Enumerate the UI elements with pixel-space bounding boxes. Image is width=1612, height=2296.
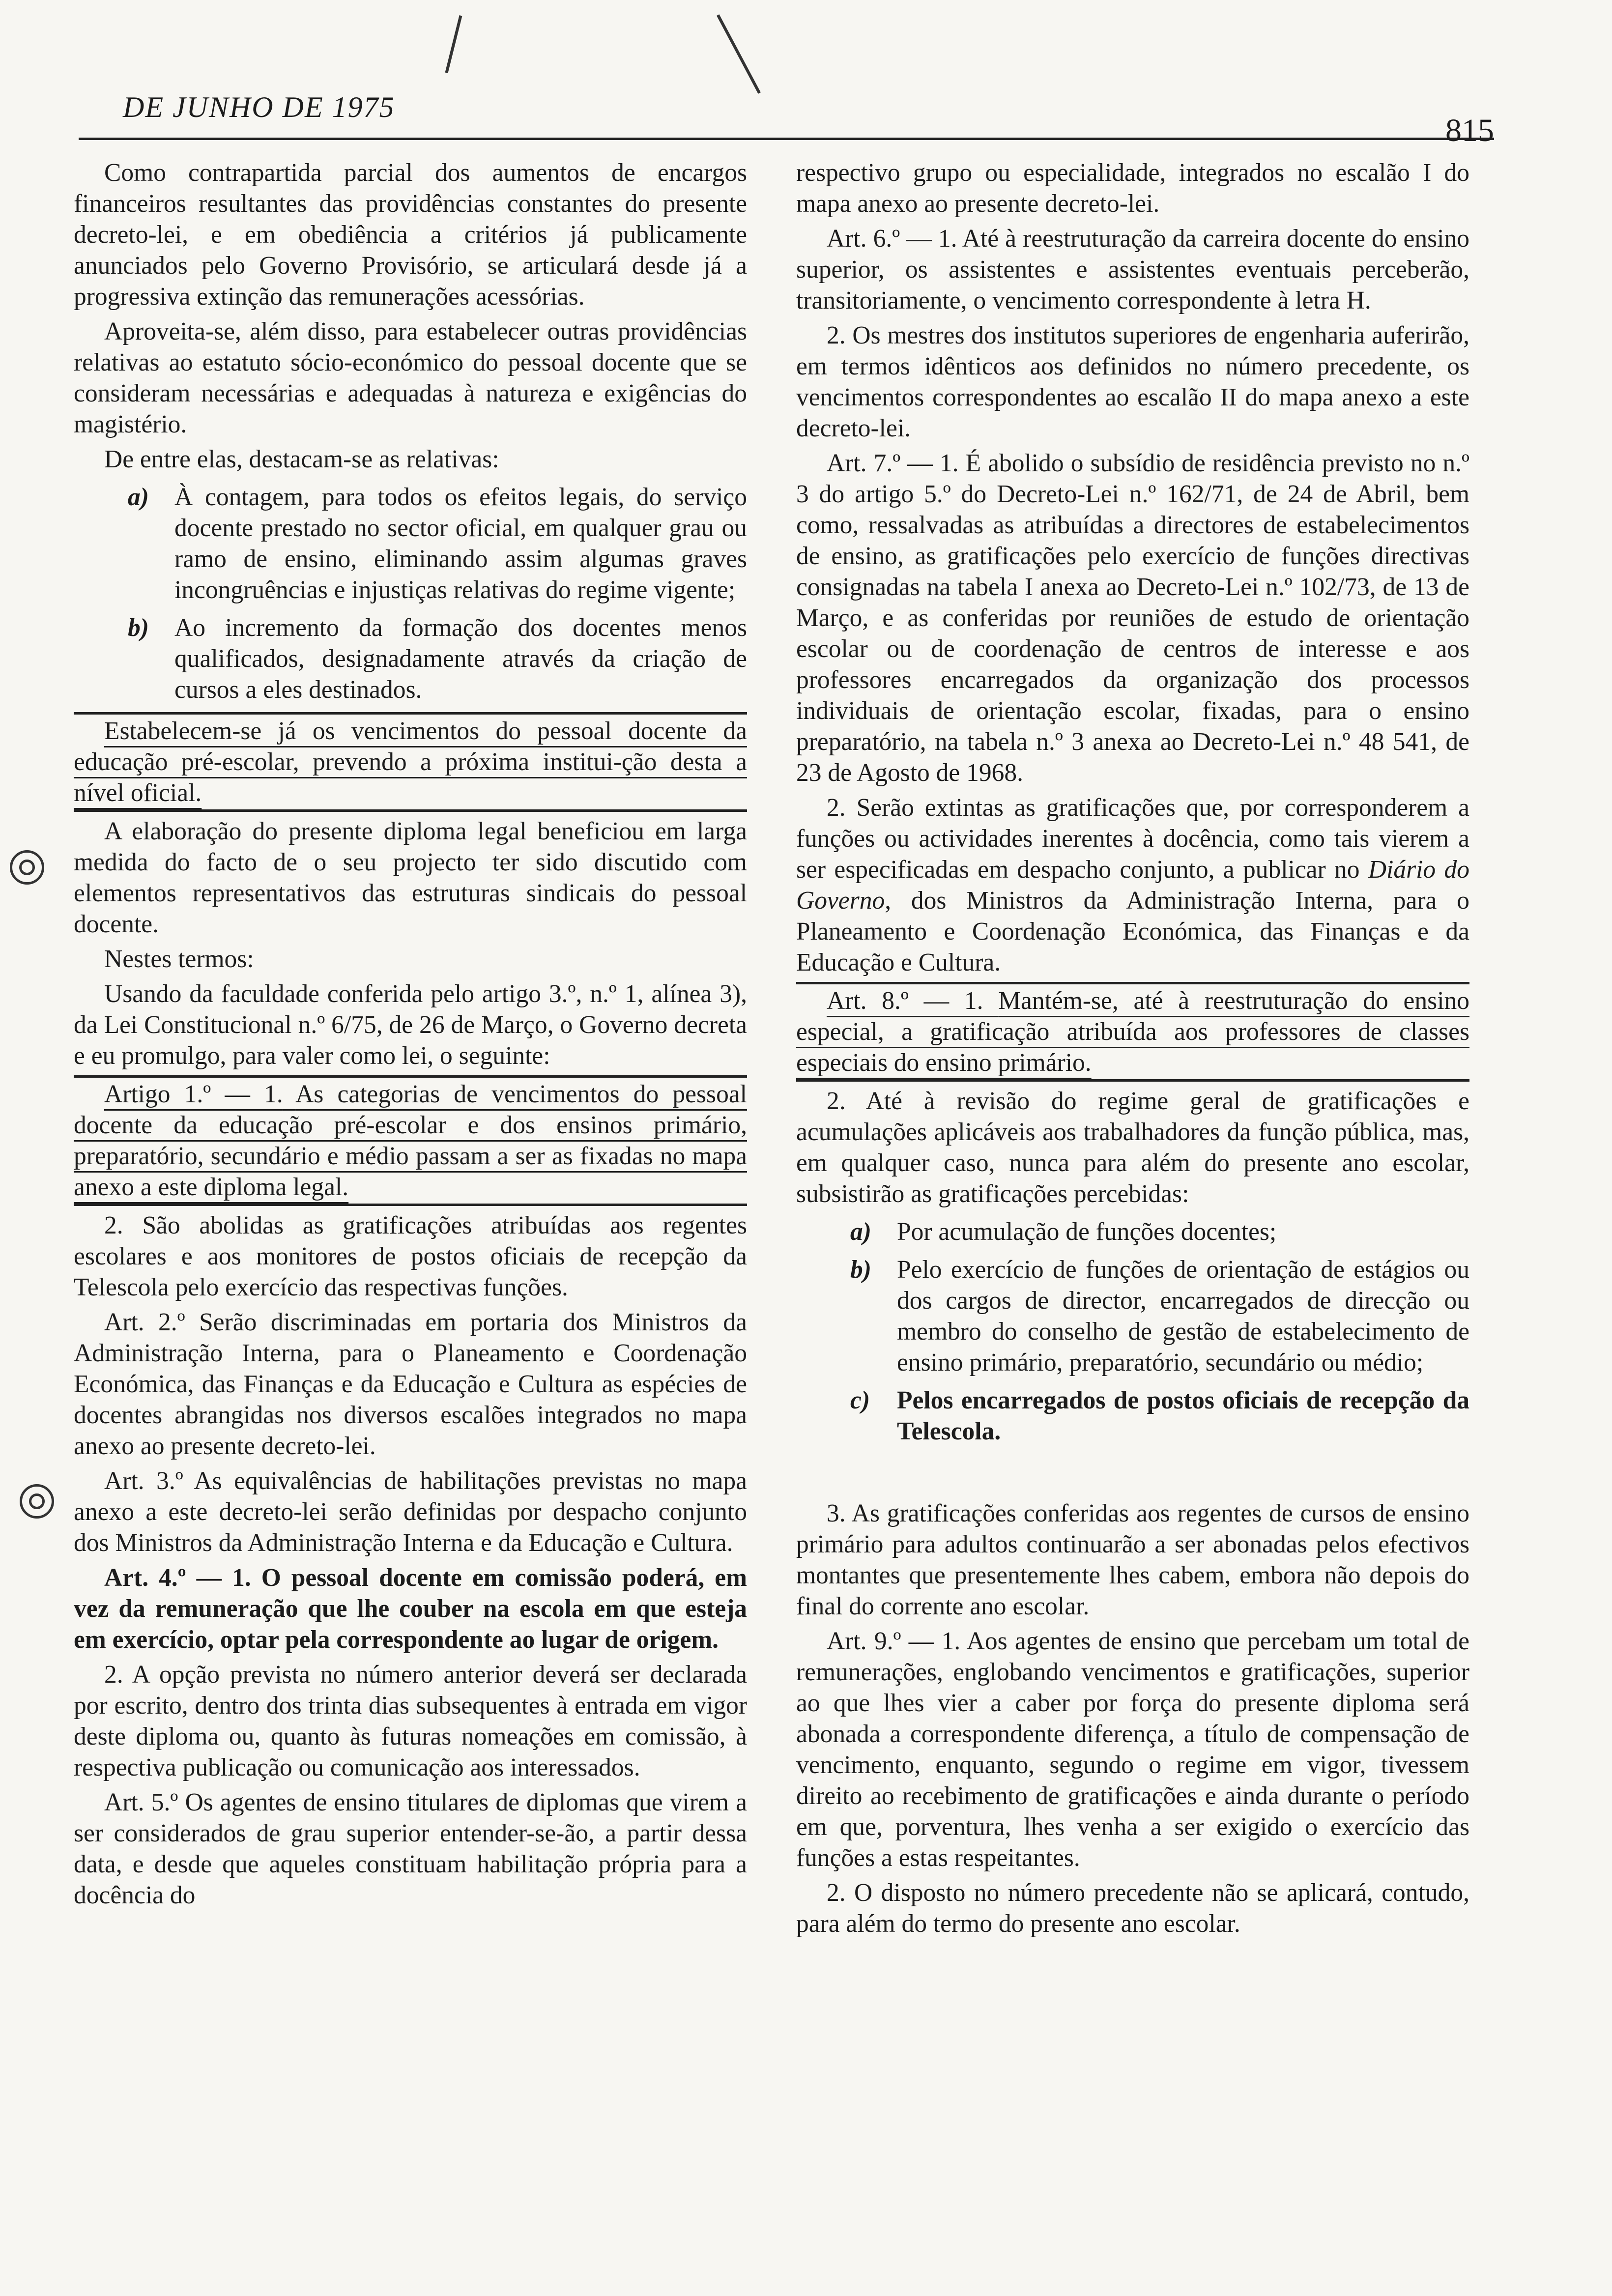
scan-mark [445, 15, 462, 73]
list-item [128, 612, 747, 705]
article-label: Art. 9.º — 1. [827, 1627, 961, 1655]
article-5 [74, 1787, 747, 1911]
right-column [796, 157, 1469, 1943]
article-8 [796, 982, 1469, 1082]
list-item [850, 1385, 1469, 1447]
article-label: Art. 6.º — 1. [827, 225, 957, 253]
header-date: DE JUNHO DE 1975 [123, 91, 395, 123]
article-text: É abolido o subsídio de residência previsto no n.º 3 do artigo 5.º do Decreto-Lei n.º 162/71, de 24 de Abril, bem como, ressalvadas as atribuídas a directores de estabelecimentos de ensino, as gratificações pelo exercício de funções directivas consignadas na tabela I anexa ao Decreto-Lei n.º 102/73, de 13 de Março, e as conferidas por reuniões de estudo de orientação escolar ou de coordenação de centros de interesse e aos professores encarregados da organização dos processos individuais de orientação escolar, fixadas, para o ensino preparatório, na tabela n.º 3 anexa ao Decreto-Lei n.º 48 541, de 23 de Agosto de 1968. [796, 449, 1470, 787]
article-label: Art. 3.º [104, 1467, 183, 1495]
list-label: a) [850, 1218, 871, 1246]
article-label: Art. 5.º [104, 1788, 178, 1816]
article-label: Art. 2.º [104, 1308, 185, 1336]
paragraph: 2. Os mestres dos institutos superiores de engenharia auferirão, em termos idênticos aos definidos no número precedente, os vencimentos correspondentes ao escalão II do mapa anexo a este decreto-lei. [796, 321, 1469, 442]
article-text: Aos agentes de ensino que percebam um total de remunerações, englobando vencimentos e gratificações, superior ao que lhes vier a caber por força do presente diploma será abonada a correspondente diferença, a título de compensação de vencimento, enquanto, segundo o regime em vigor, tivessem direito ao recebimento de gratificações e ainda durante o período em que, porventura, lhes venha a ser exigido o exercício das funções a estas respeitantes. [796, 1627, 1469, 1872]
paragraph: 2. O disposto no número precedente não se aplicará, contudo, para além do termo do presente ano escolar. [796, 1879, 1469, 1938]
paragraph: 2. Até à revisão do regime geral de gratificações e acumulações aplicáveis aos trabalhadores da função pública, mas, em qualquer caso, nunca para além do presente ano escolar, subsistirão as gratificações percebidas: [796, 1087, 1469, 1208]
article-text: Mantém-se, até à reestruturação do ensino especial, a gratificação atribuída aos professores de classes especiais do ensino primário. [796, 987, 1469, 1077]
list-label: c) [850, 1386, 870, 1414]
paragraph: De entre elas, destacam-se as relativas: [104, 445, 499, 473]
list-text: Ao incremento da formação dos docentes menos qualificados, designadamente através da criação de cursos a eles destinados. [174, 614, 747, 704]
paragraph: Usando da faculdade conferida pelo artigo 3.º, n.º 1, alínea 3), da Lei Constitucional n.º 6/75, de 26 de Março, o Governo decreta e eu promulgo, para valer como lei, o seguinte: [74, 980, 747, 1070]
article-label: Artigo 1.º — 1. [104, 1080, 283, 1108]
article-text: Os agentes de ensino titulares de diplomas que virem a ser considerados de grau superior entender-se-ão, a partir dessa data, e desde que aqueles constituam habilitação própria para a docência do [74, 1788, 748, 1909]
article-text: As equivalências de habilitações previstas no mapa anexo a este decreto-lei serão definidas por despacho conjunto dos Ministros da Administração Interna e da Educação e Cultura. [74, 1467, 747, 1557]
article-label: Art. 7.º — 1. [827, 449, 959, 477]
paragraph: A elaboração do presente diploma legal beneficiou em larga medida do facto de o seu projecto ter sido discutido com elementos representativos das estruturas sindicais do pessoal docente. [74, 817, 747, 938]
list-item [850, 1216, 1469, 1247]
article-label: Art. 8.º — 1. [827, 987, 983, 1015]
article-9 [796, 1626, 1469, 1873]
list-label: b) [128, 614, 149, 642]
paragraph: 3. As gratificações conferidas aos regentes de cursos de ensino primário para adultos continuarão a ser abonadas pelos efectivos montantes que presentemente lhes cabem, embora não depois do final do corrente ano escolar. [796, 1499, 1469, 1620]
article-text: Serão discriminadas em portaria dos Ministros da Administração Interna, para o Planeamento e Coordenação Económica, das Finanças e da Educação e Cultura as espécies de docentes abrangidas nos diversos escalões integrados no mapa anexo ao presente decreto-lei. [74, 1308, 747, 1460]
paragraph: 2. São abolidas as gratificações atribuídas aos regentes escolares e aos monitores de postos oficiais de recepção da Telescola pelo exercício das respectivas funções. [74, 1211, 747, 1301]
left-column [74, 157, 747, 1915]
list-text: Por acumulação de funções docentes; [897, 1218, 1277, 1246]
journal-title: Diário do Governo [796, 856, 1469, 915]
list-label: a) [128, 483, 149, 511]
paragraph: 2. A opção prevista no número anterior deverá ser declarada por escrito, dentro dos trinta dias subsequentes à entrada em vigor deste diploma ou, quanto às futuras nomeações em comissão, à respectiva publicação ou comunicação aos interessados. [74, 1661, 747, 1781]
article-text: As categorias de vencimentos do pessoal docente da educação pré-escolar e dos ensinos primário, preparatório, secundário e médio passam a ser as fixadas no mapa anexo a este diploma legal. [74, 1080, 747, 1201]
article-4 [74, 1562, 747, 1655]
paragraph: Nestes termos: [104, 945, 254, 973]
highlighted-paragraph: Estabelecem-se já os vencimentos do pessoal docente da educação pré-escolar, prevendo a próxima institui-ção desta a nível oficial. [74, 712, 747, 812]
page-number: 815 [1445, 113, 1494, 148]
list-text: Pelo exercício de funções de orientação de estágios ou dos cargos de director, encarregados de direcção ou membro do conselho de gestão de estabelecimento de ensino primário, preparatório, secundário ou médio; [897, 1256, 1469, 1377]
article-text: Até à reestruturação da carreira docente do ensino superior, os assistentes e assistentes eventuais perceberão, transitoriamente, o vencimento correspondente à letra H. [796, 225, 1469, 315]
article-2 [74, 1307, 747, 1462]
article-text: O pessoal docente em comissão poderá, em vez da remuneração que lhe couber na escola em que esteja em exercício, optar pela correspondente ao lugar de origem. [74, 1564, 748, 1654]
list-item [128, 482, 747, 605]
paragraph-text: 2. Serão extintas as gratificações que, por corresponderem a funções ou actividades inerentes à docência, como tais vierem a ser especificadas em despacho conjunto, a publicar no [796, 794, 1469, 884]
punch-hole-icon [20, 1484, 54, 1519]
scan-mark [717, 14, 761, 94]
article-3 [74, 1465, 747, 1558]
paragraph: Aproveita-se, além disso, para estabelecer outras providências relativas ao estatuto sócio-económico do pessoal docente que se consideram necessárias e adequadas à natureza e exigências do magistério. [74, 317, 747, 438]
list-text: À contagem, para todos os efeitos legais, do serviço docente prestado no sector oficial, em qualquer grau ou ramo de ensino, eliminando assim algumas graves incongruências e injustiças relativas do regime vigente; [174, 483, 747, 604]
paragraph: Como contrapartida parcial dos aumentos de encargos financeiros resultantes das providências constantes do presente decreto-lei, e em obediência a critérios já publicamente anunciados pelo Governo Provisório, se articulará desde já a progressiva extinção das remunerações acessórias. [74, 159, 747, 311]
article-label: Art. 4.º — 1. [104, 1564, 251, 1592]
punch-hole-icon [10, 850, 44, 885]
article-1 [74, 1075, 747, 1206]
list-text: Pelos encarregados de postos oficiais de recepção da Telescola. [897, 1386, 1469, 1445]
article-6 [796, 223, 1469, 316]
page-header [79, 84, 1494, 148]
list-label: b) [850, 1256, 871, 1284]
spacer [796, 1454, 1469, 1498]
paragraph-text: , dos Ministros da Administração Interna, para o Planeamento e Coordenação Económica, das Finanças e da Educação e Cultura. [796, 887, 1469, 976]
paragraph: respectivo grupo ou especialidade, integrados no escalão I do mapa anexo ao presente decreto-lei. [796, 159, 1469, 218]
paragraph [796, 792, 1469, 978]
list-item [850, 1254, 1469, 1378]
article-7 [796, 448, 1469, 788]
